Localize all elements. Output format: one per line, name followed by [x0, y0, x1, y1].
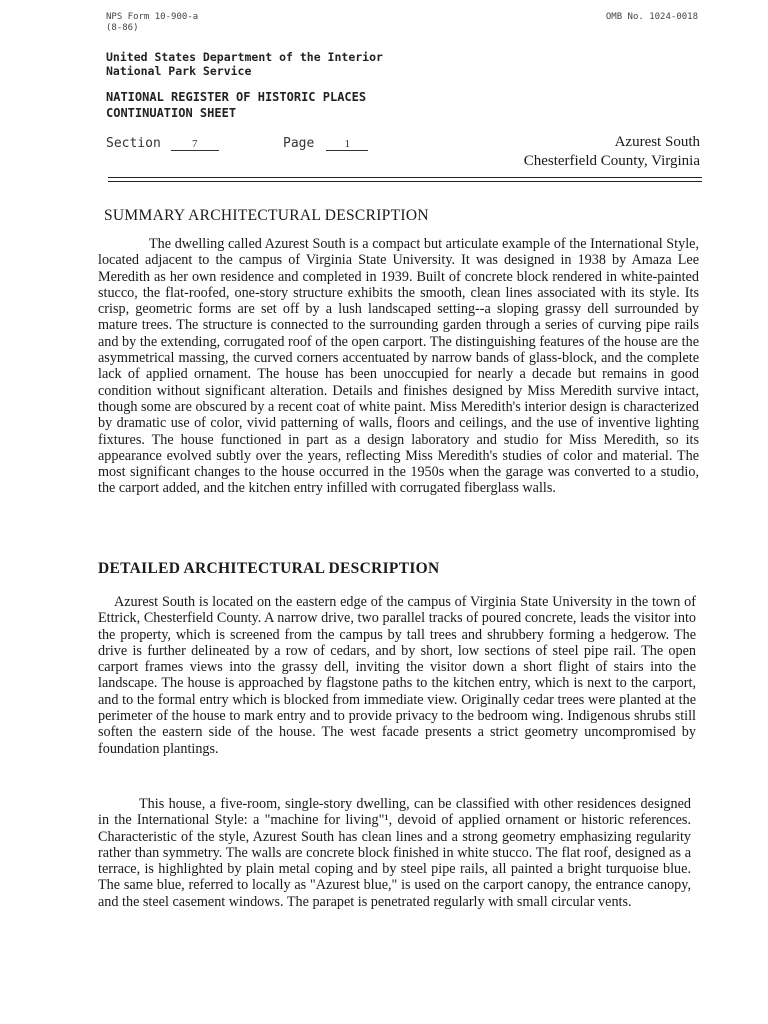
property-location: Chesterfield County, Virginia	[523, 153, 700, 169]
summary-paragraph: The dwelling called Azurest South is a compact but articulate example of the International Style, located adjacent to the campus of Virginia State University. It was designed in 1938 by Amaza Lee Meredith as her own residence and completed in 1939. Built of concrete block rendered in white-painted stucco, the flat-roofed, one-story structure exhibits the smooth, clean lines associated with its style. Its crisp, geometric forms are set off by a lush landscaped setting--a sloping grassy dell surrounded by mature trees. The structure is connected to the surrounding garden through a series of curving pipe rails and by the extending, corrugated roof of the open carport. The distinguishing features of the house are the asymmetrical massing, the curved corners accentuated by narrow bands of glass-block, and the complete lack of applied ornament. The house has been unoccupied for nearly a decade but remains in good condition without significant alteration. Details and finishes designed by Miss Meredith survive intact, though some are obscured by a recent coat of white paint. Miss Meredith's interior design is characterized by dramatic use of color, vivid patterning of walls, floors and ceilings, and the use of inventive lighting fixtures. The house functioned in part as a design laboratory and studio for Miss Meredith, so its appearance evolved subtly over the years, reflecting Miss Meredith's studies of color and material. The most significant changes to the house occurred in the 1950s when the garage was converted to a studio, the carport added, and the kitchen entry infilled with corrugated fiberglass walls.	[98, 236, 699, 497]
page-field	[283, 136, 368, 151]
agency-department: United States Department of the Interior	[106, 50, 383, 64]
agency-service: National Park Service	[106, 64, 252, 78]
property-block	[524, 133, 700, 171]
register-title: NATIONAL REGISTER OF HISTORIC PLACES	[106, 90, 367, 104]
agency-block	[106, 50, 383, 78]
page-value: 1	[326, 138, 368, 151]
detailed-paragraph-2: This house, a five-room, single-story dwelling, can be classified with other residences designed in the International Style: a "machine for living"¹, devoid of applied ornament or historic references. Characteristic of the style, Azurest South has clean lines and a strong geometry emphasizing regularity rather than symmetry. The walls are concrete block finished in white stucco. The flat roof, designed as a terrace, is highlighted by plain metal coping and by steel pipe rails, all painted a bright turquoise blue. The same blue, referred to locally as "Azurest blue," is used on the carport canopy, the entrance canopy, and the steel casement windows. The parapet is penetrated regularly with small circular vents.	[98, 796, 691, 910]
page-label: Page	[283, 136, 315, 151]
omb-number: OMB No. 1024-0018	[605, 12, 698, 22]
section-label: Section	[106, 136, 161, 151]
property-name: Azurest South	[614, 134, 700, 150]
form-code	[106, 12, 198, 34]
register-title-block	[106, 89, 366, 121]
summary-heading: SUMMARY ARCHITECTURAL DESCRIPTION	[104, 207, 429, 224]
header-rule-top	[108, 177, 702, 178]
section-field	[106, 136, 219, 151]
section-value: 7	[171, 138, 219, 151]
form-code-date: (8-86)	[106, 23, 139, 33]
detailed-heading: DETAILED ARCHITECTURAL DESCRIPTION	[98, 560, 440, 577]
continuation-sheet-title: CONTINUATION SHEET	[106, 106, 237, 120]
detailed-paragraph-1: Azurest South is located on the eastern edge of the campus of Virginia State University in the town of Ettrick, Chesterfield County. A narrow drive, two parallel tracks of poured concrete, leads the visitor into the property, which is screened from the campus by tall trees and shrubbery forming a hedgerow. The drive is further delineated by a row of cedars, and by short, low sections of steel pipe rail. The open carport frames views into the grassy dell, inviting the visitor down a short flight of stairs into the landscape. The house is approached by flagstone paths to the kitchen entry, which is next to the carport, and to the formal entry which is blocked from immediate view. Originally cedar trees were planted at the perimeter of the house to mark entry and to provide privacy to the bedroom wing. Indigenous shrubs still soften the eastern side of the house. The west facade presents a strict geometry uncompromised by foundation plantings.	[98, 594, 696, 757]
form-code-number: NPS Form 10-900-a	[106, 12, 199, 22]
header-rule-bottom	[108, 181, 702, 182]
